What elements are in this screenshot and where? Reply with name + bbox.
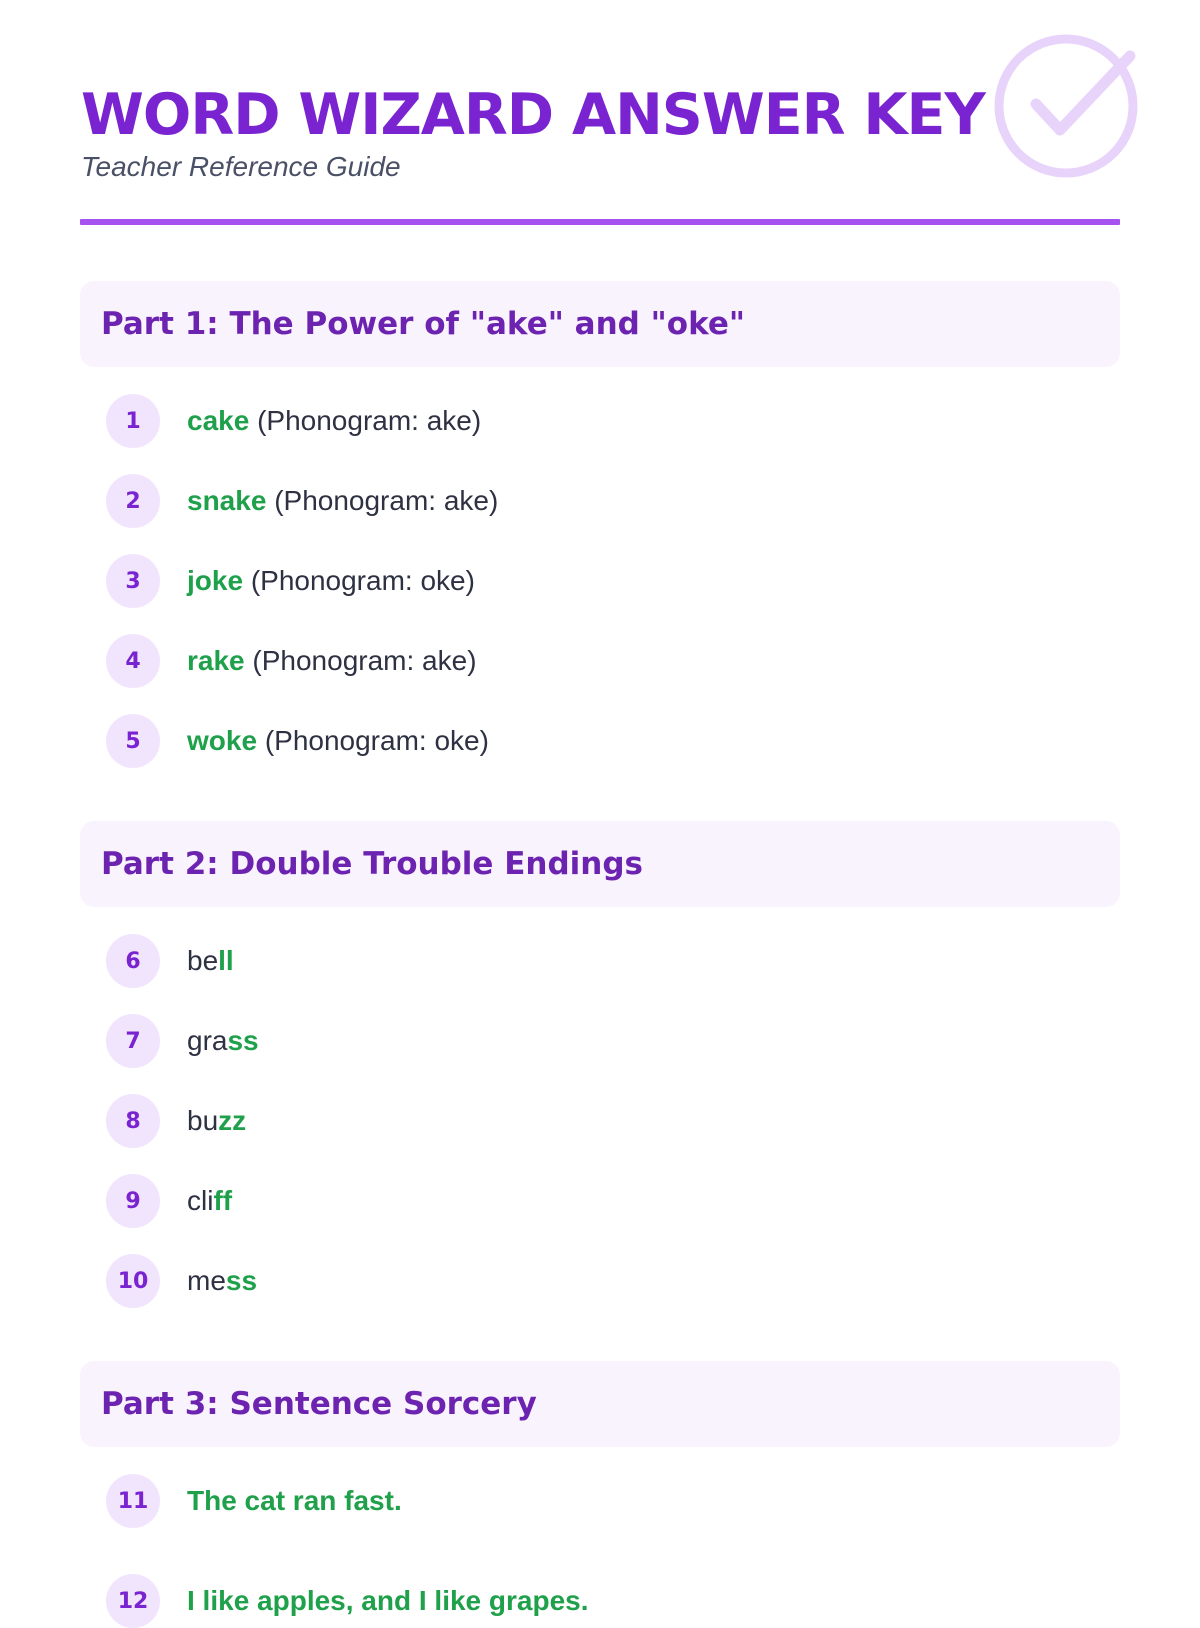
item-number: 4 [106, 634, 160, 688]
list-item [106, 1474, 402, 1528]
answer-text [187, 944, 234, 978]
list-item [106, 394, 481, 448]
page-title: WORD WIZARD ANSWER KEY [81, 82, 985, 148]
answer-text [187, 644, 477, 678]
list-item [106, 1254, 257, 1308]
word-stem: bu [187, 1105, 219, 1136]
section-part-1 [80, 281, 1120, 756]
answer-text [187, 484, 498, 518]
answer-note: (Phonogram: oke) [264, 725, 489, 756]
section-header [80, 821, 1120, 907]
word-ending: ff [213, 1185, 233, 1216]
answer-note: (Phonogram: ake) [252, 645, 477, 676]
item-number: 9 [106, 1174, 160, 1228]
list-item [106, 554, 475, 608]
item-number: 8 [106, 1094, 160, 1148]
answer-word: joke [187, 565, 244, 596]
word-ending: ss [225, 1265, 258, 1296]
item-number: 5 [106, 714, 160, 768]
list-item [106, 1574, 589, 1628]
header-divider [80, 219, 1120, 225]
list-item [106, 714, 489, 768]
answer-note: (Phonogram: ake) [257, 405, 482, 436]
answer-text [187, 1024, 259, 1058]
word-stem: me [187, 1265, 226, 1296]
item-number: 12 [106, 1574, 160, 1628]
answer-text [187, 1264, 257, 1298]
section-header [80, 1361, 1120, 1447]
list-item [106, 934, 234, 988]
section-part-2 [80, 821, 1120, 1296]
answer-text [187, 1184, 232, 1218]
item-number: 11 [106, 1474, 160, 1528]
answer-word: rake [187, 645, 245, 676]
word-ending: ll [218, 945, 234, 976]
answer-text [187, 404, 481, 438]
answer-word: cake [187, 405, 250, 436]
item-number: 7 [106, 1014, 160, 1068]
section-title: Part 3: Sentence Sorcery [101, 1386, 537, 1422]
page-subtitle: Teacher Reference Guide [81, 151, 401, 182]
list-item [106, 1174, 232, 1228]
answer-sentence: I like apples, and I like grapes. [187, 1585, 589, 1616]
list-item [106, 1094, 246, 1148]
list-item [106, 474, 498, 528]
list-item [106, 1014, 259, 1068]
item-number: 2 [106, 474, 160, 528]
list-item [106, 634, 477, 688]
item-number: 1 [106, 394, 160, 448]
section-part-3 [80, 1361, 1120, 1616]
section-title: Part 2: Double Trouble Endings [101, 846, 644, 882]
word-stem: gra [187, 1025, 228, 1056]
section-header [80, 281, 1120, 367]
answer-text [187, 1104, 246, 1138]
item-number: 6 [106, 934, 160, 988]
answer-word: woke [187, 725, 258, 756]
item-number: 10 [106, 1254, 160, 1308]
word-ending: ss [227, 1025, 259, 1056]
answer-text [187, 564, 475, 598]
word-ending: zz [218, 1105, 247, 1136]
answer-note: (Phonogram: ake) [274, 485, 499, 516]
section-title: Part 1: The Power of "ake" and "oke" [101, 306, 746, 342]
page-header [81, 84, 1121, 184]
answer-word: snake [187, 485, 267, 516]
word-stem: cli [187, 1185, 214, 1216]
word-stem: be [187, 945, 219, 976]
answer-sentence: The cat ran fast. [187, 1485, 402, 1516]
answer-text [187, 724, 489, 758]
answer-note: (Phonogram: oke) [250, 565, 475, 596]
checkmark-circle-icon [992, 34, 1144, 182]
item-number: 3 [106, 554, 160, 608]
